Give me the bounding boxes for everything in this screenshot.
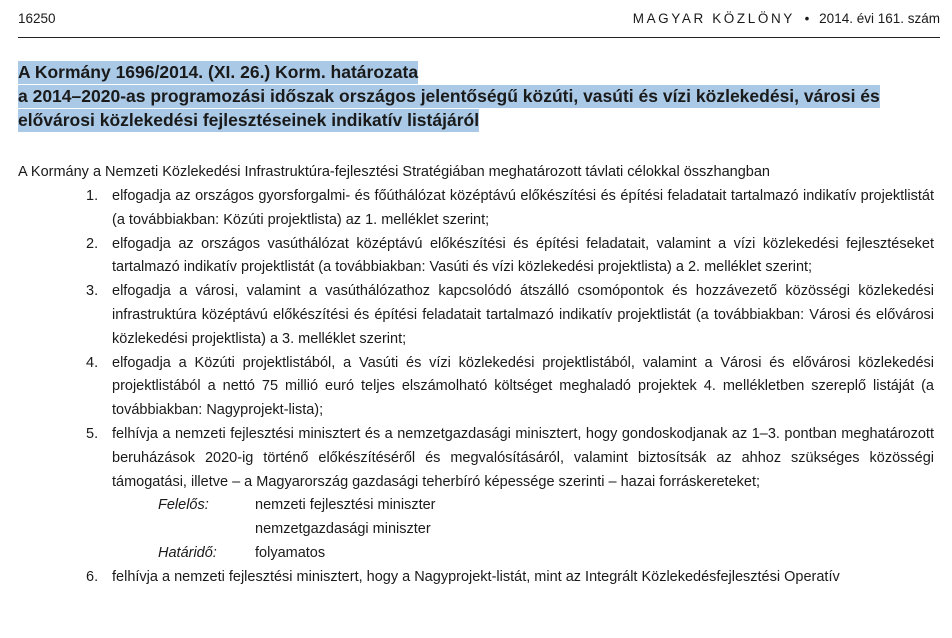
list-item: [18, 352, 934, 423]
item-number: 2.: [86, 235, 99, 252]
responsible-value: nemzeti fejlesztési miniszter: [255, 497, 436, 514]
running-head: [633, 8, 940, 30]
journal-name: MAGYAR KÖZLÖNY: [632, 11, 795, 26]
deadline-label: Határidő:: [158, 544, 217, 561]
responsible-row: [18, 494, 934, 518]
responsible-row: [18, 518, 934, 542]
page-number: 16250: [18, 11, 56, 26]
header-rule: [18, 37, 940, 38]
decision-list: [18, 185, 934, 590]
responsibility-block: [18, 494, 934, 565]
running-header: [18, 8, 940, 30]
list-item: [18, 185, 934, 233]
header-bullet: •: [804, 11, 810, 26]
item-text: elfogadja az országos vasúthálózat középtávú előkészítési és építési feladatait, valamint a vízi közlekedési fejlesztéseket tartalmazó indikatív projektlistát (a továbbiakban: Vasúti és vízi közlekedési projektlista) a 2. melléklet szerint;: [112, 235, 934, 276]
issue-label: 2014. évi 161. szám: [819, 11, 940, 26]
title-line-2[interactable]: a 2014–2020-as programozási időszak országos jelentőségű közúti, vasúti és vízi közlekedési, városi és: [18, 86, 880, 106]
item-text: elfogadja az országos gyorsforgalmi- és főúthálózat középtávú előkészítési és építési feladatait tartalmazó indikatív projektlistát (a továbbiakban: Közúti projektlista) az 1. melléklet szerint;: [112, 188, 934, 228]
item-text: felhívja a nemzeti fejlesztési minisztert és a nemzetgazdasági minisztert, hogy gondoskodjanak az 1–3. pontban meghatározott beruházások 2020-ig történő előkészítéséről és megvalósításáról, valamint biztosítsák az ahhoz szükséges közösségi támogatási, illetve – a Magyarország gazdasági teherbíró képessége szerinti – hazai forráskereteket;: [112, 425, 934, 490]
item-number: 4.: [86, 354, 99, 371]
document-title[interactable]: [18, 60, 880, 132]
item-text: elfogadja a városi, valamint a vasúthálózathoz kapcsolódó átszálló csomópontok és hozzávezető közösségi közlekedési infrastruktúra középtávú előkészítési és építési feladatait tartalmazó indikatív projektlistát (a továbbiakban: Városi és elővárosi közlekedési projektlista) a 3. melléklet szerint;: [112, 283, 934, 347]
title-line-3[interactable]: elővárosi közlekedési fejlesztéseinek indikatív listájáról: [18, 110, 480, 130]
item-number: 3.: [86, 283, 99, 300]
item-number: 6.: [86, 568, 99, 585]
list-item: [18, 423, 934, 494]
item-text: felhívja a nemzeti fejlesztési minisztert, hogy a Nagyprojekt-listát, mint az Integrált Közlekedésfejlesztési Operatív: [112, 568, 840, 585]
responsible-label: Felelős:: [158, 497, 209, 514]
list-item: [18, 233, 934, 281]
deadline-row: [18, 542, 934, 566]
item-number: 1.: [86, 188, 99, 204]
item-text: elfogadja a Közúti projektlistából, a Vasúti és vízi közlekedési projektlistából, valamint a Városi és elővárosi közlekedési projektlistából a nettó 75 millió euró teljes elszámolható költséget meghaladó projektek 4. mellékletben szereplő listáját (a továbbiakban: Nagyprojekt-lista);: [112, 354, 934, 419]
list-item: [18, 566, 934, 590]
intro-paragraph: A Kormány a Nemzeti Közlekedési Infrastruktúra-fejlesztési Stratégiában meghatározott távlati célokkal összhangban: [18, 164, 770, 180]
deadline-value: folyamatos: [255, 544, 326, 561]
list-item: [18, 280, 934, 351]
title-line-1[interactable]: A Kormány 1696/2014. (XI. 26.) Korm. határozata: [18, 62, 419, 82]
item-number: 5.: [86, 425, 99, 442]
responsible-value: nemzetgazdasági miniszter: [255, 521, 431, 538]
